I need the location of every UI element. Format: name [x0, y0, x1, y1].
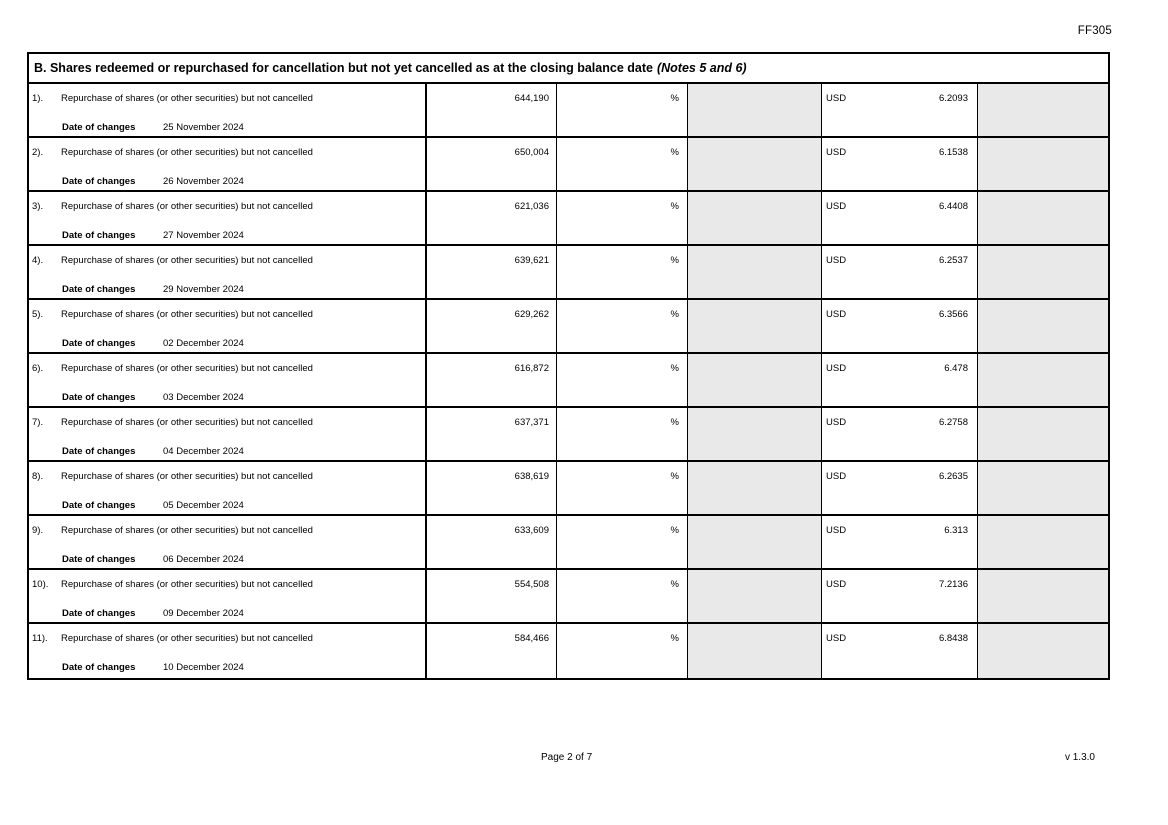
description-cell	[29, 516, 425, 568]
row-number: 11).	[32, 633, 48, 644]
section-b-table	[27, 52, 1110, 680]
shares-quantity-cell: 637,371	[425, 408, 556, 460]
percent-cell: %	[556, 84, 687, 136]
shares-quantity-cell: 633,609	[425, 516, 556, 568]
table-row	[29, 192, 1108, 246]
table-row	[29, 408, 1108, 462]
shaded-empty-cell	[687, 570, 821, 622]
currency-label: USD	[826, 633, 847, 644]
exchange-rate-value: 6.478	[944, 363, 968, 374]
date-line	[29, 392, 425, 403]
exchange-rate-cell	[821, 408, 977, 460]
description-cell	[29, 300, 425, 352]
shaded-empty-cell	[687, 354, 821, 406]
section-b-title-notes: (Notes 5 and 6)	[656, 61, 747, 75]
date-of-changes-label: Date of changes	[62, 122, 136, 133]
section-b-rows	[29, 84, 1108, 678]
table-row	[29, 354, 1108, 408]
currency-label: USD	[826, 363, 847, 374]
row-number: 9).	[32, 525, 44, 536]
description-cell	[29, 138, 425, 190]
description-line	[29, 516, 425, 536]
currency-label: USD	[826, 471, 847, 482]
description-line	[29, 462, 425, 482]
exchange-rate-value: 6.3566	[938, 309, 968, 320]
shaded-empty-cell	[687, 408, 821, 460]
shaded-empty-cell	[977, 300, 1108, 352]
exchange-rate-value: 6.1538	[938, 147, 968, 158]
description-cell	[29, 246, 425, 298]
description-cell	[29, 462, 425, 514]
shaded-empty-cell	[687, 192, 821, 244]
date-line	[29, 284, 425, 295]
shares-quantity-cell: 650,004	[425, 138, 556, 190]
date-of-changes-label: Date of changes	[62, 662, 136, 673]
currency-label: USD	[826, 93, 847, 104]
description-line	[29, 408, 425, 428]
repurchase-description: Repurchase of shares (or other securities) but not cancelled	[61, 255, 313, 266]
shaded-empty-cell	[977, 354, 1108, 406]
shares-quantity-cell: 584,466	[425, 624, 556, 678]
row-number: 7).	[32, 417, 44, 428]
date-line	[29, 446, 425, 457]
shaded-empty-cell	[977, 462, 1108, 514]
date-of-changes-value: 09 December 2024	[163, 608, 244, 619]
repurchase-description: Repurchase of shares (or other securities) but not cancelled	[61, 525, 313, 536]
row-number: 2).	[32, 147, 44, 158]
exchange-rate-value: 6.313	[944, 525, 968, 536]
exchange-rate-cell	[821, 192, 977, 244]
exchange-rate-cell	[821, 84, 977, 136]
description-line	[29, 624, 425, 644]
description-cell	[29, 84, 425, 136]
date-of-changes-value: 02 December 2024	[163, 338, 244, 349]
date-of-changes-label: Date of changes	[62, 284, 136, 295]
shaded-empty-cell	[687, 246, 821, 298]
table-row	[29, 462, 1108, 516]
date-line	[29, 338, 425, 349]
table-row	[29, 516, 1108, 570]
date-of-changes-value: 26 November 2024	[163, 176, 244, 187]
date-of-changes-value: 06 December 2024	[163, 554, 244, 565]
repurchase-description: Repurchase of shares (or other securities) but not cancelled	[61, 579, 313, 590]
percent-cell: %	[556, 570, 687, 622]
currency-label: USD	[826, 309, 847, 320]
description-line	[29, 570, 425, 590]
exchange-rate-value: 6.2635	[938, 471, 968, 482]
date-of-changes-value: 04 December 2024	[163, 446, 244, 457]
date-line	[29, 176, 425, 187]
exchange-rate-value: 6.2093	[938, 93, 968, 104]
shaded-empty-cell	[687, 516, 821, 568]
date-of-changes-label: Date of changes	[62, 338, 136, 349]
exchange-rate-value: 6.8438	[938, 633, 968, 644]
currency-label: USD	[826, 201, 847, 212]
date-of-changes-value: 25 November 2024	[163, 122, 244, 133]
description-cell	[29, 192, 425, 244]
exchange-rate-cell	[821, 300, 977, 352]
currency-label: USD	[826, 525, 847, 536]
shaded-empty-cell	[687, 138, 821, 190]
exchange-rate-cell	[821, 516, 977, 568]
exchange-rate-cell	[821, 624, 977, 678]
repurchase-description: Repurchase of shares (or other securities) but not cancelled	[61, 309, 313, 320]
section-b-title	[29, 54, 1108, 84]
percent-cell: %	[556, 408, 687, 460]
table-row	[29, 300, 1108, 354]
row-number: 3).	[32, 201, 44, 212]
section-b-title-text: B. Shares redeemed or repurchased for cancellation but not yet cancelled as at the closing balance date	[34, 61, 653, 75]
shaded-empty-cell	[687, 300, 821, 352]
description-line	[29, 192, 425, 212]
row-number: 10).	[32, 579, 49, 590]
shaded-empty-cell	[977, 570, 1108, 622]
shares-quantity-cell: 638,619	[425, 462, 556, 514]
exchange-rate-value: 7.2136	[938, 579, 968, 590]
percent-cell: %	[556, 516, 687, 568]
percent-cell: %	[556, 624, 687, 678]
date-of-changes-label: Date of changes	[62, 176, 136, 187]
date-line	[29, 230, 425, 241]
date-of-changes-value: 10 December 2024	[163, 662, 244, 673]
table-row	[29, 138, 1108, 192]
date-of-changes-label: Date of changes	[62, 230, 136, 241]
exchange-rate-value: 6.2758	[938, 417, 968, 428]
date-of-changes-value: 03 December 2024	[163, 392, 244, 403]
shaded-empty-cell	[977, 408, 1108, 460]
row-number: 6).	[32, 363, 44, 374]
date-of-changes-label: Date of changes	[62, 500, 136, 511]
version-label: v 1.3.0	[1064, 752, 1095, 763]
exchange-rate-cell	[821, 246, 977, 298]
exchange-rate-value: 6.4408	[938, 201, 968, 212]
percent-cell: %	[556, 246, 687, 298]
description-line	[29, 84, 425, 104]
date-line	[29, 122, 425, 133]
date-of-changes-value: 05 December 2024	[163, 500, 244, 511]
shaded-empty-cell	[977, 192, 1108, 244]
row-number: 1).	[32, 93, 44, 104]
date-of-changes-label: Date of changes	[62, 392, 136, 403]
currency-label: USD	[826, 147, 847, 158]
exchange-rate-value: 6.2537	[938, 255, 968, 266]
exchange-rate-cell	[821, 570, 977, 622]
repurchase-description: Repurchase of shares (or other securities) but not cancelled	[61, 471, 313, 482]
repurchase-description: Repurchase of shares (or other securities) but not cancelled	[61, 93, 313, 104]
repurchase-description: Repurchase of shares (or other securities) but not cancelled	[61, 147, 313, 158]
repurchase-description: Repurchase of shares (or other securities) but not cancelled	[61, 363, 313, 374]
shares-quantity-cell: 616,872	[425, 354, 556, 406]
row-number: 5).	[32, 309, 44, 320]
currency-label: USD	[826, 417, 847, 428]
percent-cell: %	[556, 354, 687, 406]
shaded-empty-cell	[977, 624, 1108, 678]
description-cell	[29, 570, 425, 622]
exchange-rate-cell	[821, 354, 977, 406]
currency-label: USD	[826, 579, 847, 590]
shares-quantity-cell: 644,190	[425, 84, 556, 136]
shares-quantity-cell: 554,508	[425, 570, 556, 622]
date-of-changes-label: Date of changes	[62, 446, 136, 457]
description-line	[29, 138, 425, 158]
repurchase-description: Repurchase of shares (or other securities) but not cancelled	[61, 633, 313, 644]
percent-cell: %	[556, 300, 687, 352]
description-line	[29, 300, 425, 320]
date-line	[29, 554, 425, 565]
description-line	[29, 354, 425, 374]
date-of-changes-label: Date of changes	[62, 608, 136, 619]
shaded-empty-cell	[687, 624, 821, 678]
description-cell	[29, 354, 425, 406]
table-row	[29, 246, 1108, 300]
description-cell	[29, 624, 425, 678]
shaded-empty-cell	[977, 138, 1108, 190]
description-line	[29, 246, 425, 266]
repurchase-description: Repurchase of shares (or other securities) but not cancelled	[61, 417, 313, 428]
repurchase-description: Repurchase of shares (or other securities) but not cancelled	[61, 201, 313, 212]
form-code-label: FF305	[1077, 25, 1112, 37]
percent-cell: %	[556, 462, 687, 514]
page-number: Page 2 of 7	[541, 752, 593, 763]
date-of-changes-label: Date of changes	[62, 554, 136, 565]
shares-quantity-cell: 639,621	[425, 246, 556, 298]
shaded-empty-cell	[977, 84, 1108, 136]
date-of-changes-value: 27 November 2024	[163, 230, 244, 241]
description-cell	[29, 408, 425, 460]
shares-quantity-cell: 621,036	[425, 192, 556, 244]
percent-cell: %	[556, 192, 687, 244]
table-row	[29, 84, 1108, 138]
currency-label: USD	[826, 255, 847, 266]
exchange-rate-cell	[821, 138, 977, 190]
date-line	[29, 608, 425, 619]
shaded-empty-cell	[977, 516, 1108, 568]
shares-quantity-cell: 629,262	[425, 300, 556, 352]
date-line	[29, 500, 425, 511]
table-row	[29, 624, 1108, 678]
shaded-empty-cell	[977, 246, 1108, 298]
date-of-changes-value: 29 November 2024	[163, 284, 244, 295]
table-row	[29, 570, 1108, 624]
row-number: 4).	[32, 255, 44, 266]
percent-cell: %	[556, 138, 687, 190]
shaded-empty-cell	[687, 84, 821, 136]
row-number: 8).	[32, 471, 44, 482]
exchange-rate-cell	[821, 462, 977, 514]
date-line	[29, 662, 425, 673]
shaded-empty-cell	[687, 462, 821, 514]
